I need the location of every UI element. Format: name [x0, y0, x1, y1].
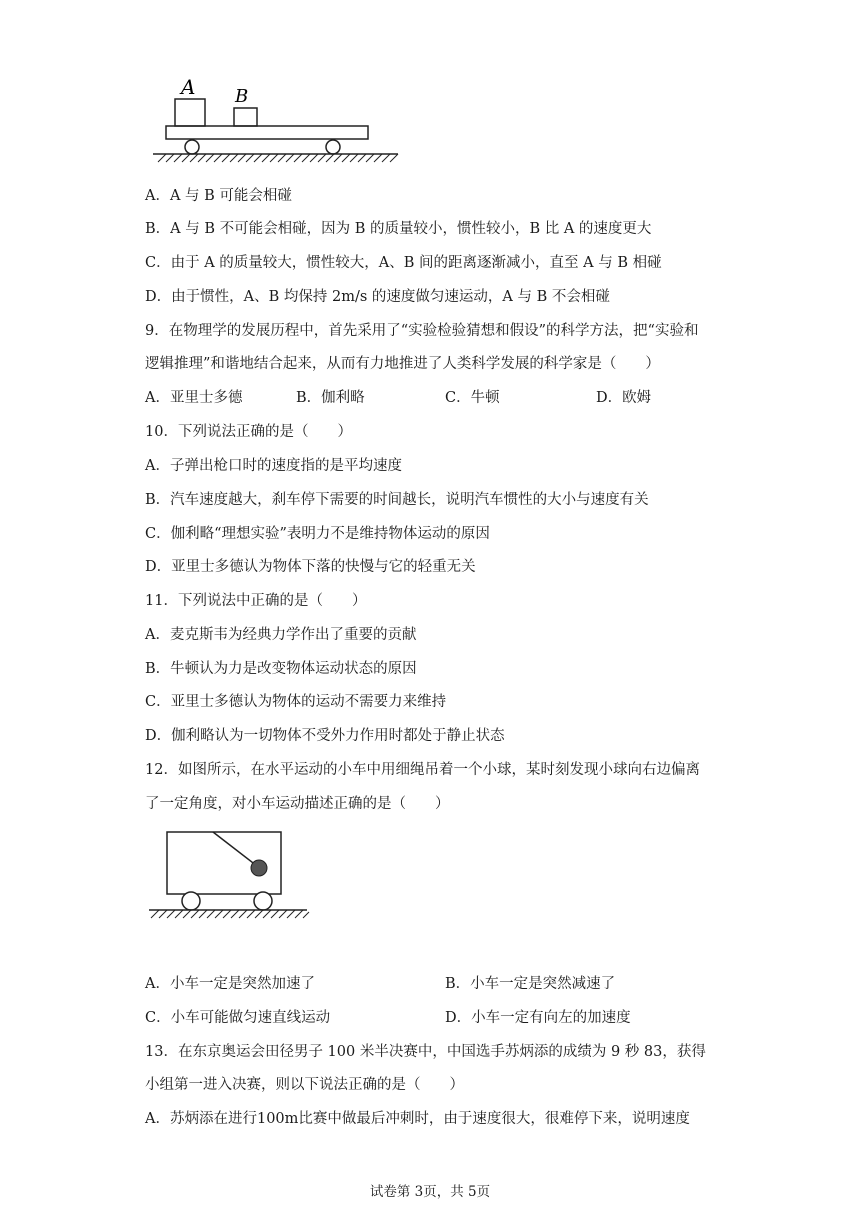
q9-stem-line2: 逻辑推理”和谐地结合起来，从而有力地推进了人类科学发展的科学家是（ ）	[145, 356, 660, 372]
block-a-label: A	[181, 75, 196, 99]
q8-option-c: C．由于 A 的质量较大，惯性较大，A、B 间的距离逐渐减小，直至 A 与 B 相碰	[145, 255, 662, 271]
cart-wheel-left	[182, 892, 200, 910]
cart-board	[166, 126, 368, 139]
q9-stem-line1: 9．在物理学的发展历程中，首先采用了“实验检验猜想和假设”的科学方法，把“实验和	[145, 323, 699, 339]
q11-option-c: C．亚里士多德认为物体的运动不需要力来维持	[145, 694, 447, 710]
pendulum-ball	[251, 860, 267, 876]
page-footer: 试卷第 3页，共 5页	[369, 1184, 491, 1200]
q12-stem-line1: 12．如图所示，在水平运动的小车中用细绳吊着一个小球，某时刻发现小球向右边偏离	[145, 762, 700, 778]
q11-option-a: A．麦克斯韦为经典力学作出了重要的贡献	[145, 627, 417, 643]
cart-blocks-figure	[148, 74, 408, 166]
cart-wheel-right	[254, 892, 272, 910]
q8-option-a: A．A 与 B 可能会相碰	[145, 188, 292, 204]
q13-stem-line1: 13．在东京奥运会田径男子 100 米半决赛中，中国选手苏炳添的成绩为 9 秒 83，获得	[145, 1044, 706, 1060]
pendulum-cart-figure	[145, 826, 315, 926]
block-b-label: B	[235, 86, 249, 107]
q10-option-a: A．子弹出枪口时的速度指的是平均速度	[145, 458, 402, 474]
q9-option-c: C．牛顿	[445, 390, 500, 406]
q12-option-b: B．小车一定是突然减速了	[445, 976, 616, 992]
q13-option-a: A．苏炳添在进行100m比赛中做最后冲刺时，由于速度很大，很难停下来，说明速度	[145, 1111, 690, 1127]
string	[213, 832, 257, 866]
q10-option-d: D．亚里士多德认为物体下落的快慢与它的轻重无关	[145, 559, 476, 575]
q10-option-b: B．汽车速度越大，刹车停下需要的时间越长，说明汽车惯性的大小与速度有关	[145, 492, 649, 508]
q8-option-d: D．由于惯性，A、B 均保持 2m/s 的速度做匀速运动，A 与 B 不会相碰	[145, 289, 610, 305]
q8-option-b: B．A 与 B 不可能会相碰，因为 B 的质量较小，惯性较小，B 比 A 的速度更大	[145, 221, 652, 237]
q12-option-a: A．小车一定是突然加速了	[145, 976, 315, 992]
q9-option-a: A．亚里士多德	[145, 390, 243, 406]
q13-stem-line2: 小组第一进入决赛，则以下说法正确的是（ ）	[145, 1077, 464, 1093]
q11-option-d: D．伽利略认为一切物体不受外力作用时都处于静止状态	[145, 728, 505, 744]
q12-stem-line2: 了一定角度，对小车运动描述正确的是（ ）	[145, 796, 450, 812]
q12-option-c: C．小车可能做匀速直线运动	[145, 1010, 331, 1026]
q11-option-b: B．牛顿认为力是改变物体运动状态的原因	[145, 661, 417, 677]
q12-option-d: D．小车一定有向左的加速度	[445, 1010, 631, 1026]
cart-wheel-left	[185, 140, 199, 154]
q9-option-b: B．伽利略	[296, 390, 365, 406]
block-a	[175, 99, 205, 126]
ground-hatching	[151, 910, 309, 918]
q11-stem: 11．下列说法中正确的是（ ）	[145, 593, 367, 609]
cart-wheel-right	[326, 140, 340, 154]
q10-option-c: C．伽利略“理想实验”表明力不是维持物体运动的原因	[145, 526, 490, 542]
block-b	[234, 108, 257, 126]
ground-hatching	[158, 154, 398, 162]
q10-stem: 10．下列说法正确的是（ ）	[145, 424, 352, 440]
q9-option-d: D．欧姆	[596, 390, 652, 406]
